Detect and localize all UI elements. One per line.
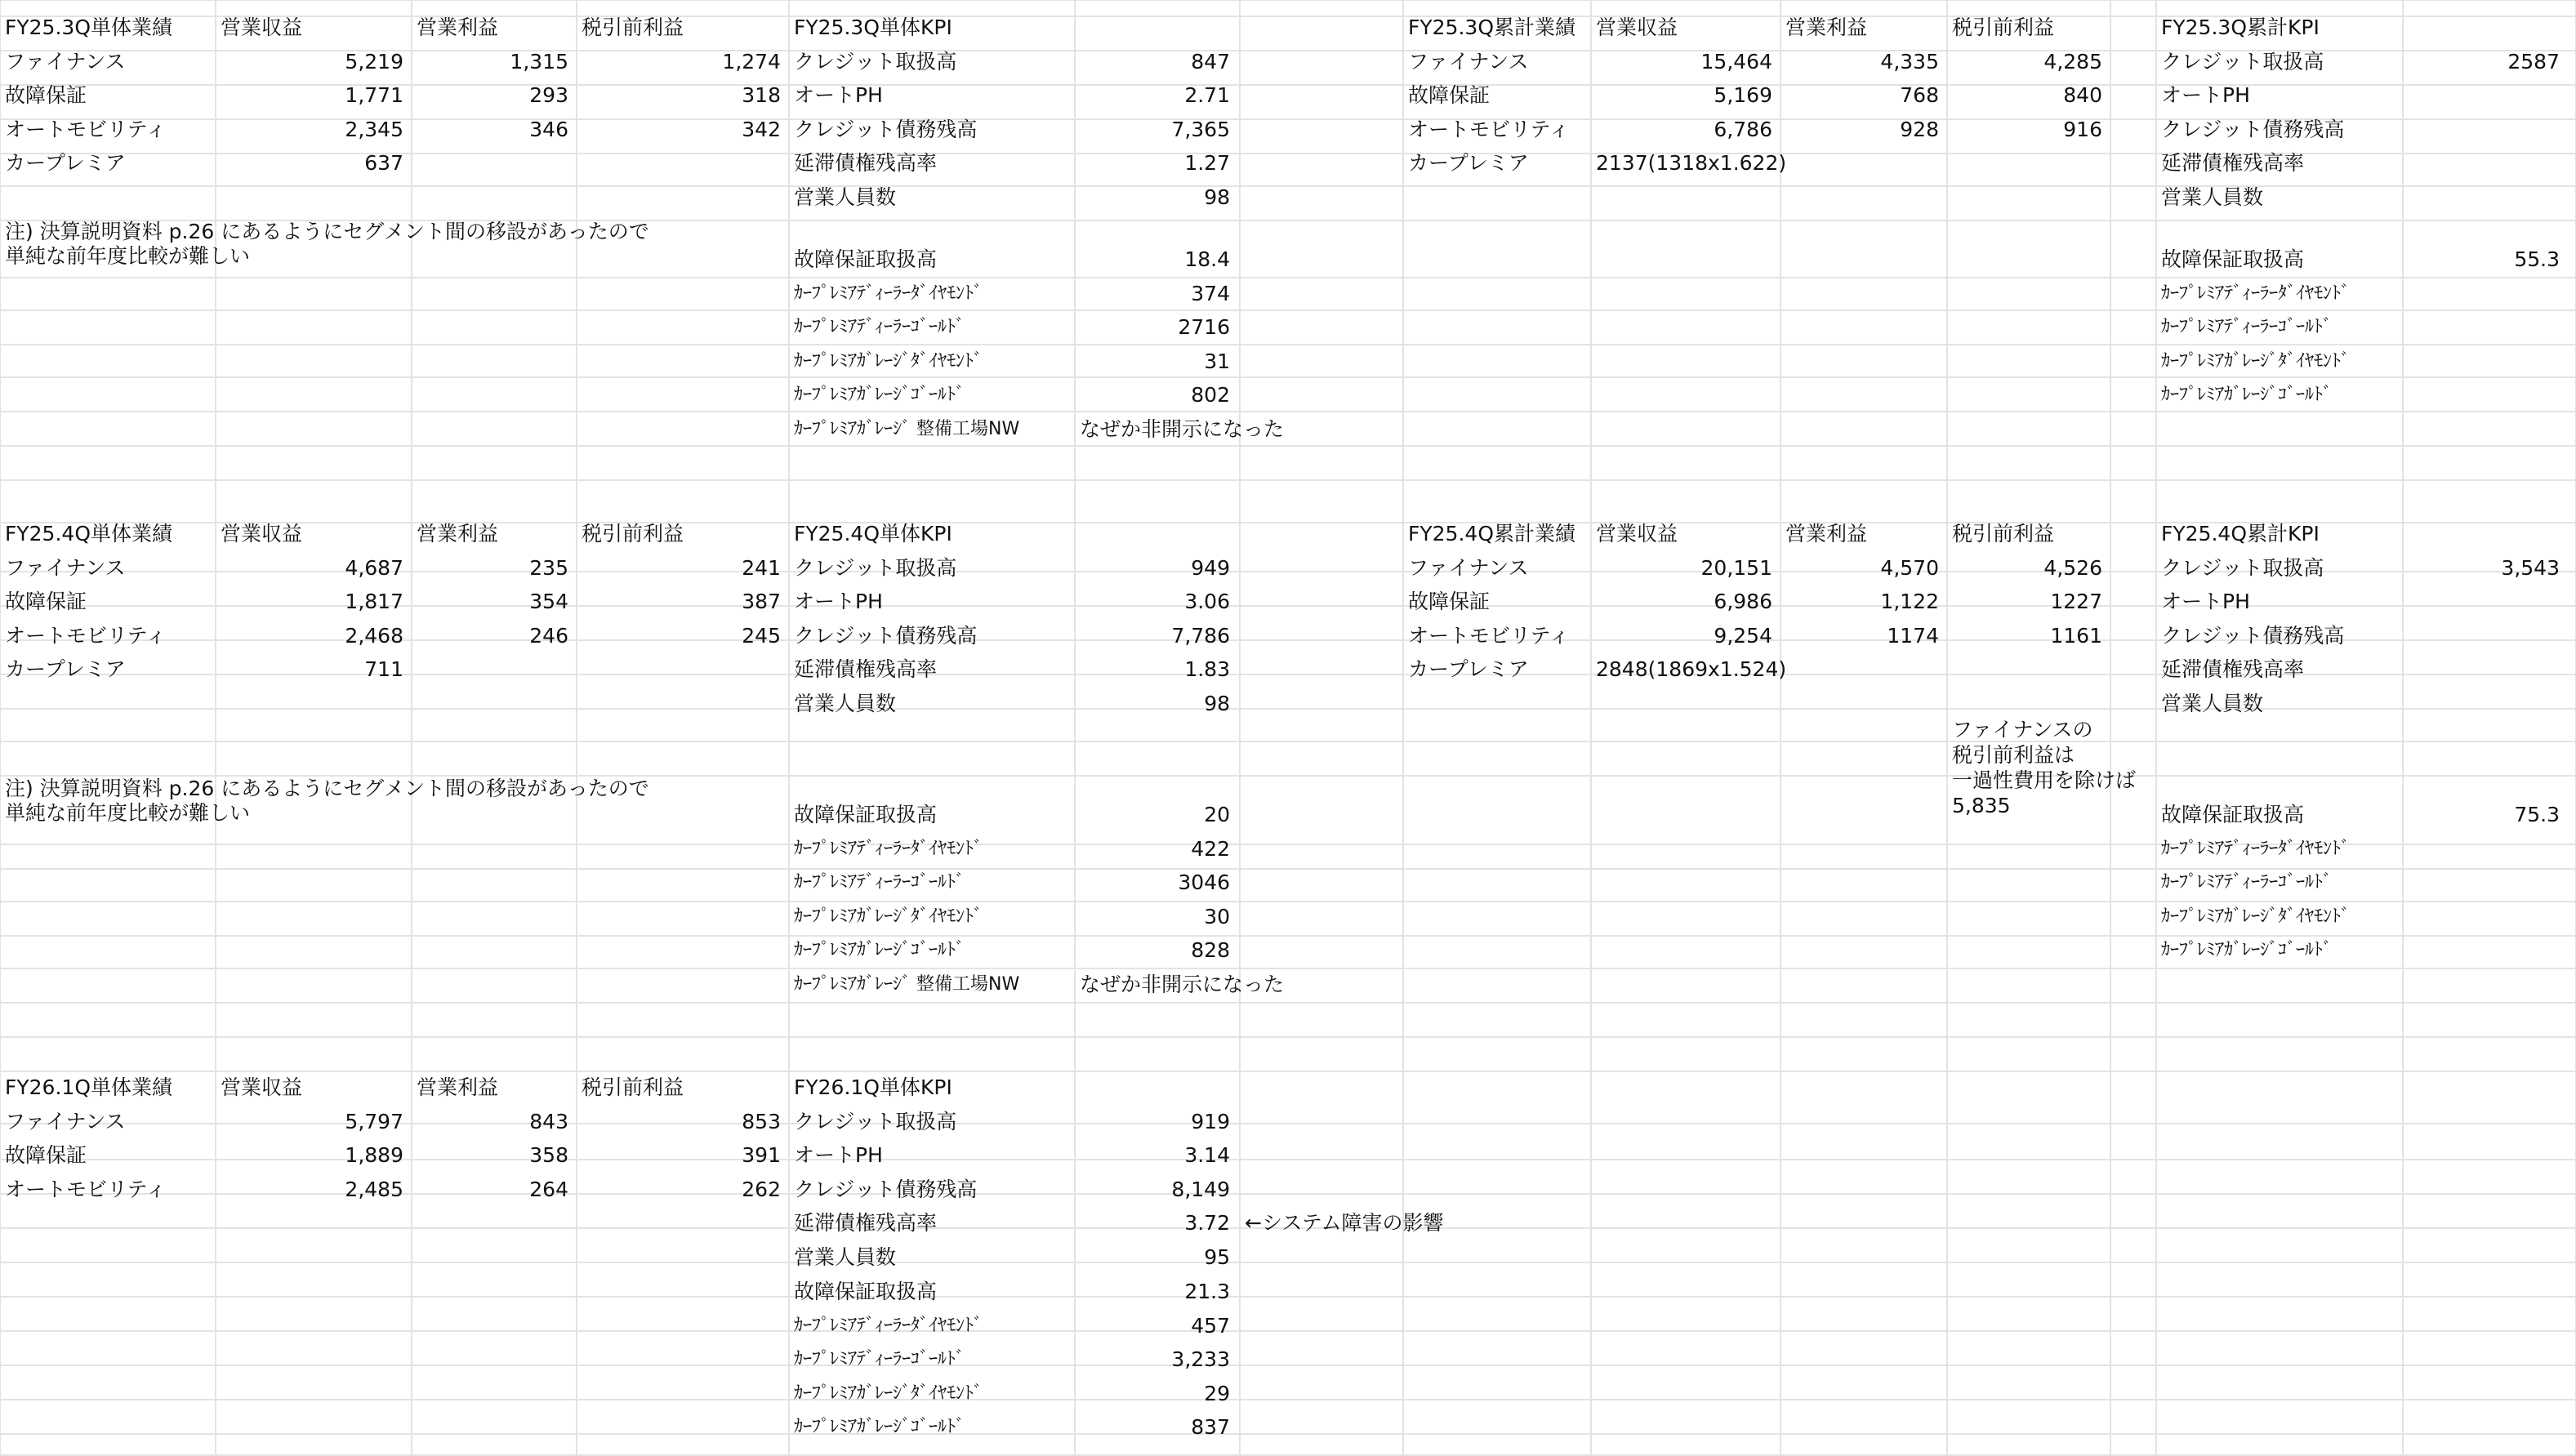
value-cell: 235 <box>529 555 568 580</box>
value-cell: 9,254 <box>1714 623 1772 648</box>
column-gridline <box>2402 0 2404 1455</box>
note-text: なぜか非開示になった <box>1080 417 1285 441</box>
value-cell: 262 <box>742 1177 781 1201</box>
column-gridline <box>215 0 216 1455</box>
value-cell: 6,986 <box>1714 590 1772 613</box>
value-cell: 2,485 <box>345 1177 403 1201</box>
value-cell: 928 <box>1900 117 1939 141</box>
row-gridline <box>0 1296 2576 1298</box>
column-gridline <box>411 0 412 1455</box>
section-title: FY26.1Q単体業績 <box>5 1075 172 1099</box>
value-cell: 4,687 <box>345 555 403 580</box>
value-cell: 6,786 <box>1714 117 1772 141</box>
kpi-value: 802 <box>1191 383 1230 407</box>
kpi-value: 3046 <box>1178 870 1230 894</box>
row-gridline <box>0 344 2576 345</box>
kpi-label: オートPH <box>794 590 883 613</box>
row-gridline <box>0 411 2576 412</box>
kpi-label: クレジット取扱高 <box>2161 49 2324 73</box>
row-gridline <box>0 1330 2576 1332</box>
kpi-value: 98 <box>1204 185 1230 209</box>
kpi-value: 828 <box>1191 938 1230 962</box>
kpi-label: ｶｰﾌﾟﾚﾐｱｶﾞﾚｰｼﾞﾀﾞｲﾔﾓﾝﾄﾞ <box>794 350 983 372</box>
row-label: オートモビリティ <box>5 623 167 648</box>
kpi-label: ｶｰﾌﾟﾚﾐｱﾃﾞｨｰﾗｰｺﾞｰﾙﾄﾞ <box>794 317 965 337</box>
kpi-value: 3.72 <box>1184 1211 1230 1235</box>
kpi-value: 1.27 <box>1184 151 1230 175</box>
kpi-label: オートPH <box>794 83 883 107</box>
row-label: カープレミア <box>5 151 126 175</box>
value-cell: 4,570 <box>1880 555 1939 580</box>
value-cell: 346 <box>529 117 568 141</box>
value-cell: 711 <box>364 657 403 681</box>
kpi-label: 故障保証取扱高 <box>2161 803 2305 826</box>
kpi-label: 故障保証取扱高 <box>2161 247 2305 271</box>
section-title: FY25.3Q累計業績 <box>1408 16 1575 39</box>
kpi-label: クレジット取扱高 <box>794 1109 957 1133</box>
value-cell: 15,464 <box>1700 49 1772 73</box>
kpi-label: 故障保証取扱高 <box>794 247 938 271</box>
value-cell: 5,219 <box>345 49 403 73</box>
kpi-label: ｶｰﾌﾟﾚﾐｱﾃﾞｨｰﾗｰﾀﾞｲﾔﾓﾝﾄﾞ <box>794 1315 983 1336</box>
row-label: ファイナンス <box>5 49 126 73</box>
kpi-label: クレジット取扱高 <box>794 555 957 580</box>
column-header: 税引前利益 <box>1952 522 2055 545</box>
section-title: FY25.4Q単体KPI <box>794 522 952 545</box>
kpi-label: クレジット債務残高 <box>794 623 978 648</box>
column-gridline <box>1590 0 1592 1455</box>
row-gridline <box>0 1036 2576 1038</box>
kpi-value: 2716 <box>1178 315 1230 339</box>
kpi-value: 18.4 <box>1184 247 1230 271</box>
value-cell: 1161 <box>2050 623 2102 648</box>
kpi-value: 374 <box>1191 281 1230 305</box>
value-cell: 354 <box>529 590 568 613</box>
value-cell: 853 <box>742 1109 781 1133</box>
column-header: 税引前利益 <box>582 1075 684 1099</box>
kpi-label: ｶｰﾌﾟﾚﾐｱﾃﾞｨｰﾗｰｺﾞｰﾙﾄﾞ <box>2161 317 2333 337</box>
value-cell: 4,526 <box>2043 555 2102 580</box>
value-cell: 245 <box>742 623 781 648</box>
kpi-label: ｶｰﾌﾟﾚﾐｱﾃﾞｨｰﾗｰｺﾞｰﾙﾄﾞ <box>794 1349 965 1369</box>
value-cell: 293 <box>529 83 568 107</box>
kpi-value: 55.3 <box>2514 247 2560 271</box>
column-header: 営業収益 <box>221 1075 303 1099</box>
row-label: 故障保証 <box>1408 83 1491 107</box>
value-cell: 2,345 <box>345 117 403 141</box>
row-label: オートモビリティ <box>1408 623 1570 648</box>
kpi-label: ｶｰﾌﾟﾚﾐｱﾃﾞｨｰﾗｰﾀﾞｲﾔﾓﾝﾄﾞ <box>2161 838 2351 859</box>
row-label: 故障保証 <box>1408 590 1491 613</box>
kpi-label: 延滞債権残高率 <box>2161 151 2305 175</box>
finance-note: 5,835 <box>1952 794 2011 817</box>
kpi-value: 2587 <box>2507 49 2560 73</box>
value-cell: 1227 <box>2050 590 2102 613</box>
row-label: ファイナンス <box>1408 49 1529 73</box>
kpi-label: オートPH <box>2161 590 2250 613</box>
value-cell: 246 <box>529 623 568 648</box>
column-gridline <box>1780 0 1781 1455</box>
kpi-value: 3,543 <box>2501 555 2560 580</box>
kpi-value: 2.71 <box>1184 83 1230 107</box>
column-header: 営業収益 <box>221 16 303 39</box>
value-cell: 2,468 <box>345 623 403 648</box>
kpi-value: 95 <box>1204 1245 1230 1269</box>
note-text: 単純な前年度比較が難しい <box>5 244 251 268</box>
row-label: カープレミア <box>1408 151 1529 175</box>
row-gridline <box>0 479 2576 481</box>
row-gridline <box>0 968 2576 969</box>
kpi-value: 20 <box>1204 803 1230 826</box>
kpi-label: 営業人員数 <box>2161 185 2264 209</box>
row-gridline <box>0 868 2576 870</box>
kpi-label: 営業人員数 <box>794 691 897 715</box>
row-label: カープレミア <box>1408 657 1529 681</box>
column-header: 営業収益 <box>221 522 303 545</box>
column-header: 営業利益 <box>417 522 499 545</box>
value-cell: 241 <box>742 555 781 580</box>
kpi-value: 422 <box>1191 836 1230 861</box>
column-header: 営業収益 <box>1596 16 1678 39</box>
section-title: FY25.4Q累計業績 <box>1408 522 1575 545</box>
value-cell: 342 <box>742 117 781 141</box>
row-label: オートモビリティ <box>1408 117 1570 141</box>
value-cell: 1,817 <box>345 590 403 613</box>
value-cell: 840 <box>2063 83 2102 107</box>
kpi-label: ｶｰﾌﾟﾚﾐｱﾃﾞｨｰﾗｰﾀﾞｲﾔﾓﾝﾄﾞ <box>794 838 983 859</box>
value-cell: 5,797 <box>345 1109 403 1133</box>
value-cell: 1,274 <box>722 49 781 73</box>
kpi-label: ｶｰﾌﾟﾚﾐｱｶﾞﾚｰｼﾞｺﾞｰﾙﾄﾞ <box>794 385 965 405</box>
kpi-label: ｶｰﾌﾟﾚﾐｱｶﾞﾚｰｼﾞﾀﾞｲﾔﾓﾝﾄﾞ <box>794 906 983 927</box>
row-label: オートモビリティ <box>5 117 167 141</box>
kpi-label: クレジット債務残高 <box>2161 623 2345 648</box>
column-header: 営業利益 <box>1785 522 1868 545</box>
row-gridline <box>0 445 2576 447</box>
kpi-label: オートPH <box>2161 83 2250 107</box>
value-cell: 1174 <box>1887 623 1939 648</box>
kpi-label: クレジット債務残高 <box>2161 117 2345 141</box>
kpi-label: ｶｰﾌﾟﾚﾐｱﾃﾞｨｰﾗｰﾀﾞｲﾔﾓﾝﾄﾞ <box>794 283 983 304</box>
row-label: カープレミア <box>5 657 126 681</box>
kpi-label: 延滞債権残高率 <box>794 1211 938 1235</box>
row-gridline <box>0 309 2576 311</box>
kpi-value: 949 <box>1191 555 1230 580</box>
kpi-label: オートPH <box>794 1143 883 1167</box>
kpi-value: 29 <box>1204 1381 1230 1405</box>
kpi-value: 31 <box>1204 349 1230 373</box>
row-gridline <box>0 901 2576 902</box>
kpi-value: 837 <box>1191 1415 1230 1439</box>
kpi-value: 8,149 <box>1171 1177 1230 1201</box>
column-header: 営業収益 <box>1596 522 1678 545</box>
value-cell: 2137(1318x1.622) <box>1596 151 1787 175</box>
kpi-value: 3.06 <box>1184 590 1230 613</box>
kpi-value: 21.3 <box>1184 1280 1230 1303</box>
value-cell: 1,315 <box>510 49 568 73</box>
kpi-label: クレジット取扱高 <box>794 49 957 73</box>
value-cell: 916 <box>2063 117 2102 141</box>
column-gridline <box>1239 0 1241 1455</box>
kpi-label: ｶｰﾌﾟﾚﾐｱｶﾞﾚｰｼﾞｺﾞｰﾙﾄﾞ <box>794 940 965 960</box>
section-title: FY25.4Q累計KPI <box>2161 522 2320 545</box>
kpi-label: 営業人員数 <box>794 185 897 209</box>
note-text: 注) 決算説明資料 p.26 にあるようにセグメント間の移設があったので <box>5 777 649 800</box>
kpi-value: 3,233 <box>1171 1347 1230 1371</box>
row-label: 故障保証 <box>5 590 87 613</box>
value-cell: 5,169 <box>1714 83 1772 107</box>
section-title: FY25.3Q累計KPI <box>2161 16 2320 39</box>
kpi-label: 営業人員数 <box>794 1245 897 1269</box>
kpi-value: 1.83 <box>1184 657 1230 681</box>
row-label: オートモビリティ <box>5 1177 167 1201</box>
kpi-label: ｶｰﾌﾟﾚﾐｱｶﾞﾚｰｼﾞﾀﾞｲﾔﾓﾝﾄﾞ <box>2161 350 2351 372</box>
row-gridline <box>0 1262 2576 1263</box>
value-cell: 391 <box>742 1143 781 1167</box>
column-header: 営業利益 <box>1785 16 1868 39</box>
kpi-label: ｶｰﾌﾟﾚﾐｱｶﾞﾚｰｼﾞ 整備工場NW <box>794 419 1020 439</box>
finance-note: 税引前利益は <box>1952 743 2075 767</box>
row-label: 故障保証 <box>5 1143 87 1167</box>
value-cell: 318 <box>742 83 781 107</box>
value-cell: 1,122 <box>1880 590 1939 613</box>
value-cell: 20,151 <box>1700 555 1772 580</box>
row-gridline <box>0 935 2576 937</box>
column-gridline <box>2155 0 2157 1455</box>
kpi-label: ｶｰﾌﾟﾚﾐｱｶﾞﾚｰｼﾞｺﾞｰﾙﾄﾞ <box>794 1417 965 1437</box>
row-label: 故障保証 <box>5 83 87 107</box>
value-cell: 2848(1869x1.524) <box>1596 657 1787 681</box>
kpi-label: ｶｰﾌﾟﾚﾐｱﾃﾞｨｰﾗｰｺﾞｰﾙﾄﾞ <box>794 872 965 893</box>
row-label: ファイナンス <box>5 555 126 580</box>
value-cell: 358 <box>529 1143 568 1167</box>
value-cell: 1,889 <box>345 1143 403 1167</box>
row-gridline <box>0 1399 2576 1400</box>
kpi-label: クレジット取扱高 <box>2161 555 2324 580</box>
value-cell: 387 <box>742 590 781 613</box>
row-label: ファイナンス <box>5 1109 126 1133</box>
section-title: FY25.3Q単体業績 <box>5 16 172 39</box>
column-header: 営業利益 <box>417 1075 499 1099</box>
kpi-label: ｶｰﾌﾟﾚﾐｱｶﾞﾚｰｼﾞﾀﾞｲﾔﾓﾝﾄﾞ <box>794 1383 983 1404</box>
value-cell: 637 <box>364 151 403 175</box>
kpi-label: 延滞債権残高率 <box>2161 657 2305 681</box>
value-cell: 4,335 <box>1880 49 1939 73</box>
kpi-label: ｶｰﾌﾟﾚﾐｱﾃﾞｨｰﾗｰｺﾞｰﾙﾄﾞ <box>2161 872 2333 893</box>
kpi-value: 3.14 <box>1184 1143 1230 1167</box>
note-text: なぜか非開示になった <box>1080 973 1285 996</box>
kpi-label: ｶｰﾌﾟﾚﾐｱｶﾞﾚｰｼﾞｺﾞｰﾙﾄﾞ <box>2161 940 2333 960</box>
row-gridline <box>0 1002 2576 1004</box>
note-text: 単純な前年度比較が難しい <box>5 801 251 825</box>
column-gridline <box>1074 0 1076 1455</box>
row-gridline <box>0 277 2576 278</box>
row-gridline <box>0 1365 2576 1366</box>
column-header: 営業利益 <box>417 16 499 39</box>
row-gridline <box>0 1071 2576 1072</box>
row-gridline <box>0 1433 2576 1435</box>
kpi-value: 7,786 <box>1171 623 1230 648</box>
value-cell: 1,771 <box>345 83 403 107</box>
row-gridline <box>0 376 2576 378</box>
finance-note: 一過性費用を除けば <box>1952 768 2137 792</box>
column-header: 税引前利益 <box>1952 16 2055 39</box>
kpi-label: 延滞債権残高率 <box>794 151 938 175</box>
value-cell: 843 <box>529 1109 568 1133</box>
annotation-note: ←システム障害の影響 <box>1245 1211 1444 1235</box>
row-gridline <box>0 741 2576 742</box>
kpi-label: 延滞債権残高率 <box>794 657 938 681</box>
column-gridline <box>0 0 1 1455</box>
column-gridline <box>788 0 790 1455</box>
kpi-label: ｶｰﾌﾟﾚﾐｱｶﾞﾚｰｼﾞﾀﾞｲﾔﾓﾝﾄﾞ <box>2161 906 2351 927</box>
kpi-label: クレジット債務残高 <box>794 1177 978 1201</box>
kpi-value: 847 <box>1191 49 1230 73</box>
kpi-value: 75.3 <box>2514 803 2560 826</box>
kpi-label: 故障保証取扱高 <box>794 1280 938 1303</box>
note-text: 注) 決算説明資料 p.26 にあるようにセグメント間の移設があったので <box>5 220 649 243</box>
kpi-label: 営業人員数 <box>2161 691 2264 715</box>
kpi-value: 30 <box>1204 904 1230 928</box>
section-title: FY26.1Q単体KPI <box>794 1075 952 1099</box>
kpi-value: 7,365 <box>1171 117 1230 141</box>
section-title: FY25.3Q単体KPI <box>794 16 952 39</box>
kpi-label: 故障保証取扱高 <box>794 803 938 826</box>
value-cell: 768 <box>1900 83 1939 107</box>
row-label: ファイナンス <box>1408 555 1529 580</box>
value-cell: 4,285 <box>2043 49 2102 73</box>
kpi-label: ｶｰﾌﾟﾚﾐｱｶﾞﾚｰｼﾞｺﾞｰﾙﾄﾞ <box>2161 385 2333 405</box>
kpi-label: ｶｰﾌﾟﾚﾐｱｶﾞﾚｰｼﾞ 整備工場NW <box>794 974 1020 995</box>
kpi-value: 919 <box>1191 1109 1230 1133</box>
column-gridline <box>1402 0 1404 1455</box>
kpi-value: 457 <box>1191 1313 1230 1338</box>
row-gridline <box>0 0 2576 1</box>
finance-note: ファイナンスの <box>1952 718 2093 741</box>
value-cell: 264 <box>529 1177 568 1201</box>
kpi-label: クレジット債務残高 <box>794 117 978 141</box>
section-title: FY25.4Q単体業績 <box>5 522 172 545</box>
column-header: 税引前利益 <box>582 16 684 39</box>
column-gridline <box>576 0 577 1455</box>
kpi-value: 98 <box>1204 691 1230 715</box>
kpi-label: ｶｰﾌﾟﾚﾐｱﾃﾞｨｰﾗｰﾀﾞｲﾔﾓﾝﾄﾞ <box>2161 283 2351 304</box>
column-header: 税引前利益 <box>582 522 684 545</box>
